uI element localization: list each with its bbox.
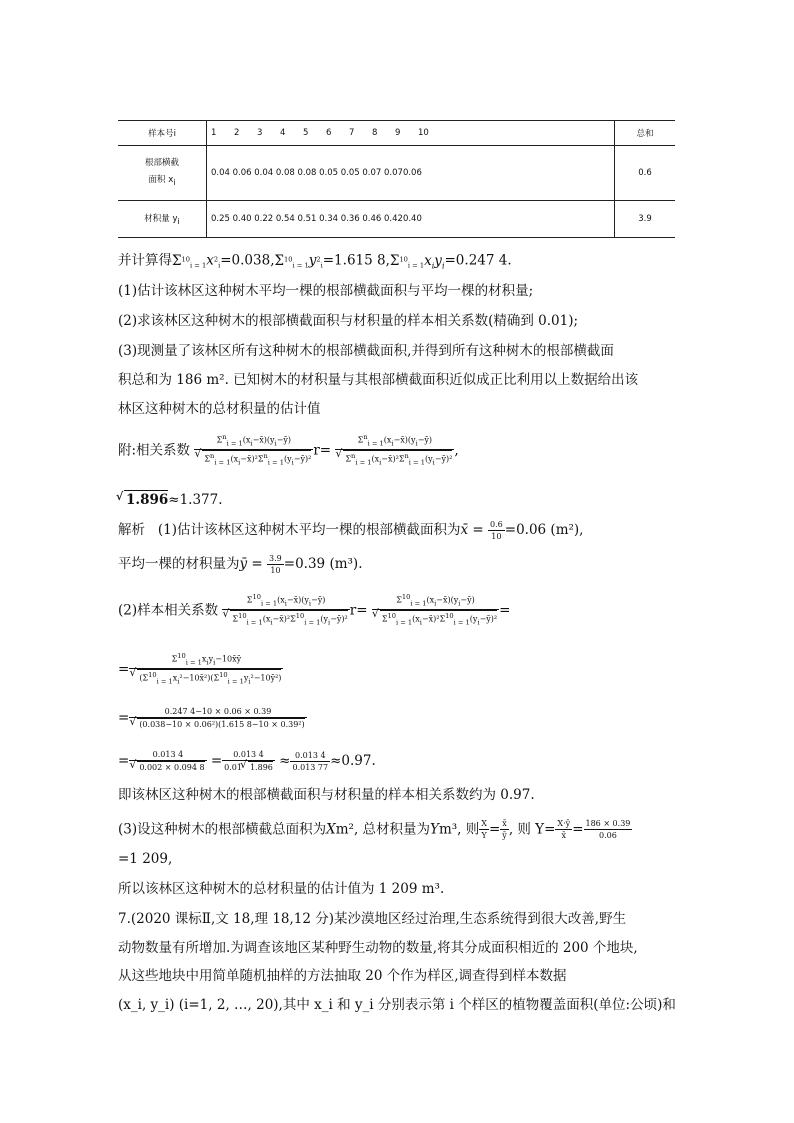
table-header-row [118,121,675,146]
problem-7-line1: 7.(2020 课标Ⅱ,文 18,理 18,12 分)某沙漠地区经过治理,生态系统得到很大改善,野生 [118,911,627,927]
question-3-line3: 林区这种树木的总材积量的估计值 [118,401,321,417]
solution-3-line1: (3)设这种树木的根部横截总面积为Xm², 总材积量为Ym³, 则 $\frac{X}{Y}$ = $\frac{x̄}{ȳ}$ , 则 Y= $\frac{X\cdot ȳ}{x̄}$ = $\frac{186 \times 0.39}{0.06}$ [118,819,631,840]
computed-sums: 并计算得$\Sigma^{10}_{i = 1}x^2_i=0.038,\Sigma^{10}_{i = 1}y^2_i=1.615$ $8,\Sigma^{10}_{i = 1}x_iy_i=0.247$ 4. [118,252,512,271]
area-values: 0.04 0.06 0.04 0.08 0.08 0.05 0.05 0.07 0.070.06 [207,146,615,201]
solution-2-step1: = $\Sigma^{10}_{i = 1}x_iy_i-10x̄ȳ$ √ $(\Sigma^{10}_{i = 1}x_i^2-10x̄^2)(\Sigma^{10}_{i = 1}y_i^2-10ȳ^2)$ [118,651,283,691]
sqrt-approx [118,490,223,509]
sample-number: 7 [349,128,355,138]
solution-2-conclusion: 即该林区这种树木的根部横截面积与材积量的样本相关系数约为 0.97. [118,787,535,803]
solution-2-result: ≈0.97. [330,753,376,769]
calc-sum-xy: =0.247 4. [444,252,512,269]
appendix-formula: 附:相关系数 $\Sigma^n_{i = 1}(x_i-x̄)(y_i-ȳ)$ √ $\Sigma^n_{i = 1}(x_i-x̄)^2\Sigma^n_{i = 1}(y_i-ȳ)^2$ r= $\Sigma^n_{i = 1}(x_i-x̄)(y_i-ȳ)$ √ $\Sigma^n_{i = 1}(x_i-x̄)^2\Sigma^n_{i = 1}(y_i-ȳ)^2$ , [118,432,459,478]
solution-1-result: =0.06 (m²), [504,522,584,538]
solution-1-text: (1)估计该林区这种树木平均一棵的根部横截面积为 [157,522,461,538]
solution-3-text-b: m², 总材积量为 [335,821,431,838]
sample-number: 5 [303,128,309,138]
volume-total: 3.9 [615,201,676,238]
calc-sum-x2: =0.038, [220,252,275,269]
solution-2-label: (2)样本相关系数 [118,602,219,619]
sample-number: 3 [257,128,263,138]
sample-number: 6 [326,128,332,138]
solution-3-result: =1 209, [118,851,173,867]
volume-label-sub: i [177,217,180,226]
total-label: 总和 [615,121,676,146]
solution-2-step3: = 0.013 4 √ 0.002 × 0.094 8 = $\frac{0.013 4}{0.01√ 1.896}$ ≈ $\frac{0.013 4}{0.013 77}$ ≈0.97. [118,749,376,781]
problem-7-line4: (x_i, y_i) (i=1, 2, …, 20),其中 x_i 和 y_i 分别表示第 i 个样区的植物覆盖面积(单位:公顷)和 [118,997,676,1013]
calc-sum-y2: =1.615 8, [322,252,390,269]
sample-number: 1 [211,128,217,138]
solution-1-result2: =0.39 (m³). [283,556,363,572]
solution-3-text-a: (3)设这种树木的根部横截总面积为 [118,821,327,838]
question-3-line1: (3)现测量了该林区所有这种树木的根部横截面积,并得到所有这种树木的根部横截面 [118,343,614,359]
sqrt-result: ≈1.377. [168,492,223,508]
sample-number: 8 [372,128,378,138]
step2-numerator: 0.247 4−10 × 0.06 × 0.39 [129,706,306,718]
sample-data-table [118,120,675,238]
volume-label [118,201,207,238]
problem-7-line3: 从这些地块中用简单随机抽样的方法抽取 20 个作为样区,调查得到样本数据 [118,968,567,984]
sample-number: 9 [395,128,401,138]
step2-denominator: √ (0.038−10 × 0.06²)(1.615 8−10 × 0.39²) [137,718,304,730]
correlation-formula-alt: $\Sigma^n_{i = 1}(x_i-x̄)(y_i-ȳ)$ √ $\Sigma^n_{i = 1}(x_i-x̄)^2\Sigma^n_{i = 1}(y_i-ȳ)^2$ [335,432,454,469]
solution-3-text-d: , 则 Y= [508,821,556,838]
solution-1-text2: 平均一棵的材积量为 [118,556,240,572]
appendix-label: 附:相关系数 [118,442,191,459]
correlation-formula: $\Sigma^n_{i = 1}(x_i-x̄)(y_i-ȳ)$ √ $\Sigma^n_{i = 1}(x_i-x̄)^2\Sigma^n_{i = 1}(y_i-ȳ)^2$ [194,432,313,469]
table-row-area [118,146,675,201]
solution-2-formula: (2)样本相关系数 $\Sigma^{10}_{i = 1}(x_i-x̄)(y_i-ȳ)$ √ $\Sigma^{10}_{i = 1}(x_i-x̄)^2\Sigma^{10}_{i = 1}(y_i-ȳ)^2$ r= $\Sigma^{10}_{i = 1}(x_i-x̄)(y_i-ȳ)$ √ $\Sigma^{10}_{i = 1}(x_i-x̄)^2\Sigma^{10}_{i = 1}(y_i-ȳ)^2$ = [118,592,510,636]
question-1: (1)估计该林区这种树木平均一棵的根部横截面积与平均一棵的材积量; [118,283,534,299]
sample-number: 10 [418,128,429,138]
calc-prefix: 并计算得 [118,252,172,269]
area-total: 0.6 [615,146,676,201]
question-2: (2)求该林区这种树木的根部横截面积与材积量的样本相关系数(精确到 0.01); [118,313,579,329]
problem-7-line2: 动物数量有所增加.为调查该地区某种野生动物的数量,将其分成面积相近的 200 个地块, [118,940,638,956]
question-3-line2: 积总和为 186 m². 已知树木的材积量与其根部横截面积近似成正比利用以上数据给出该 [118,372,639,388]
solution-1-line2: 平均一棵的材积量为ȳ = $\frac{3.9}{10}$ =0.39 (m³). [118,554,363,575]
volume-values: 0.25 0.40 0.22 0.54 0.51 0.34 0.36 0.46 0.420.40 [207,201,615,238]
area-label-line1: 根部横截 [144,158,179,168]
sample-number-cells [207,121,615,146]
solution-3-conclusion: 所以该林区这种树木的总材积量的估计值为 1 209 m³. [118,881,445,897]
sample-number: 4 [280,128,286,138]
table-row-volume [118,201,675,238]
sample-number: 2 [234,128,240,138]
area-label-sub: i [173,178,176,187]
volume-label-text: 材积量 y [144,214,178,224]
solution-2-step2: = 0.247 4−10 × 0.06 × 0.39 √ (0.038−10 × 0.06²)(1.615 8−10 × 0.39²) [118,706,307,738]
solution-3-text-c: m³, 则 [438,821,480,838]
sqrt-value: √ 1.896 [124,490,168,509]
area-label-line2: 面积 x [148,175,174,185]
solution-label: 解析 [118,522,145,538]
sample-number-label: 样本号i [118,121,207,146]
solution-1-line1: 解析 (1)估计该林区这种树木平均一棵的根部横截面积为x̄ = $\frac{0.6}{10}$ =0.06 (m²), [118,520,584,541]
area-label [118,146,207,201]
